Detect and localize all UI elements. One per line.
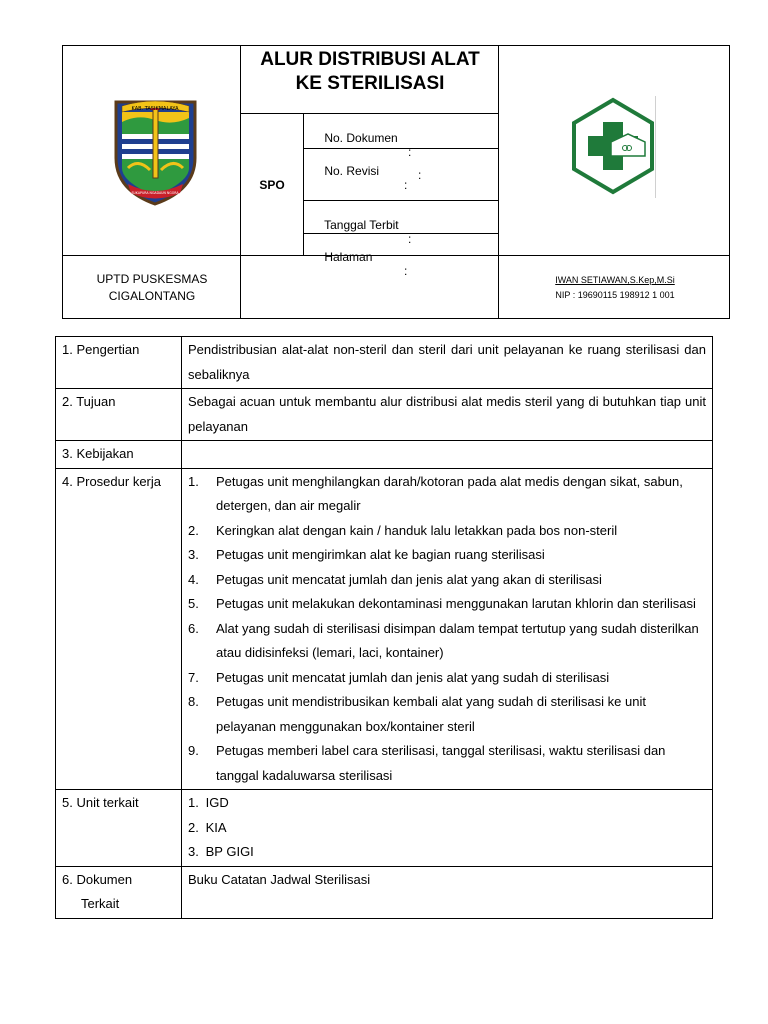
step-number: 6. — [188, 620, 199, 636]
row-label-pengertian: 1. Pengertian — [56, 337, 182, 389]
unit-text: BP GIGI — [205, 844, 254, 859]
list-item — [188, 666, 706, 691]
row-content-prosedur — [182, 468, 713, 790]
list-item — [188, 568, 706, 593]
step-text: Keringkan alat dengan kain / handuk lalu letakkan pada bos non-steril — [216, 522, 618, 538]
row-content-pengertian: Pendistribusian alat-alat non-steril dan steril dari unit pelayanan ke ruang sterilisasi dan sebaliknya — [182, 337, 713, 389]
step-number: 3. — [188, 547, 199, 562]
regency-emblem-logo — [108, 98, 203, 208]
procedure-table — [55, 336, 713, 919]
step-number: 4. — [188, 571, 199, 587]
row-label-dokumen-terkait — [56, 866, 182, 918]
field-colon: : — [404, 178, 408, 192]
signatory-nip: NIP : 19690115 198912 1 001 — [555, 290, 675, 300]
list-item — [188, 592, 706, 617]
field-colon-extra: : — [418, 168, 422, 182]
step-number: 2. — [188, 522, 199, 538]
step-text: Alat yang sudah di sterilisasi disimpan dalam tempat tertutup yang sudah disterilkan atau didisinfeksi (lemari, laci, kontainer) — [216, 620, 699, 660]
table-row — [56, 790, 713, 867]
list-item — [188, 791, 706, 816]
list-item — [188, 816, 706, 841]
unit-number: 3. — [188, 844, 199, 859]
table-row — [56, 389, 713, 441]
field-no-revisi — [311, 150, 408, 206]
signatory — [499, 256, 731, 320]
table-row — [56, 468, 713, 790]
unit-text: IGD — [205, 795, 229, 810]
row-label-kebijakan: 3. Kebijakan — [56, 441, 182, 469]
step-text: Petugas unit melakukan dekontaminasi menggunakan larutan khlorin dan sterilisasi — [216, 596, 696, 611]
list-item — [188, 543, 706, 568]
field-colon: : — [408, 145, 412, 159]
signatory-name: IWAN SETIAWAN,S.Kep,M.Si — [555, 275, 675, 285]
list-item — [188, 617, 706, 666]
field-halaman — [311, 236, 408, 292]
field-label: No. Dokumen — [324, 131, 398, 145]
row-content-kebijakan — [182, 441, 713, 469]
table-row — [56, 337, 713, 389]
document-title — [241, 46, 499, 114]
step-text: Petugas unit mencatat jumlah dan jenis alat yang akan di sterilisasi — [216, 571, 602, 587]
document-header — [62, 45, 730, 319]
step-number: 7. — [188, 669, 199, 685]
step-text: Petugas unit menghilangkan darah/kotoran pada alat medis dengan sikat, sabun, detergen, dan air megalir — [216, 473, 683, 513]
row-content-unit-terkait — [182, 790, 713, 867]
puskesmas-logo — [568, 96, 658, 198]
list-item — [188, 470, 706, 519]
title-line-1: ALUR DISTRIBUSI ALAT — [260, 49, 480, 70]
step-number: 9. — [188, 743, 199, 758]
label-line-1: 6. Dokumen — [62, 871, 133, 887]
list-item — [188, 739, 706, 788]
svg-text:KAB. TASIKMALAYA: KAB. TASIKMALAYA — [131, 106, 179, 112]
title-line-2: KE STERILISASI — [295, 73, 445, 94]
step-number: 1. — [188, 473, 199, 489]
field-label: No. Revisi — [324, 164, 380, 178]
list-item — [188, 840, 706, 865]
label-line-2: Terkait — [81, 896, 120, 911]
step-number: 5. — [188, 596, 199, 611]
unit-number: 1. — [188, 795, 199, 810]
step-text: Petugas memberi label cara sterilisasi, tanggal sterilisasi, waktu sterilisasi dan tanggal kadaluwarsa sterilisasi — [216, 743, 666, 783]
field-colon: : — [404, 264, 408, 278]
procedure-steps — [188, 470, 706, 789]
field-colon: : — [408, 232, 412, 246]
spo-label: SPO — [259, 178, 285, 192]
row-label-unit-terkait: 5. Unit terkait — [56, 790, 182, 867]
field-label: Halaman — [324, 250, 373, 264]
list-item — [188, 519, 706, 544]
row-content-dokumen-terkait: Buku Catatan Jadwal Sterilisasi — [182, 866, 713, 918]
institution-line-1: UPTD PUSKESMAS — [96, 272, 208, 286]
row-label-prosedur: 4. Prosedur kerja — [56, 468, 182, 790]
step-number: 8. — [188, 694, 199, 709]
field-label: Tanggal Terbit — [324, 218, 399, 232]
step-text: Petugas unit mendistribusikan kembali alat yang sudah di sterilisasi ke unit pelayanan menggunakan box/kontainer steril — [216, 694, 646, 734]
unit-text: KIA — [205, 819, 227, 835]
unit-list — [188, 791, 706, 865]
unit-number: 2. — [188, 819, 199, 835]
table-row — [56, 866, 713, 918]
step-text: Petugas unit mengirimkan alat ke bagian ruang sterilisasi — [216, 547, 545, 562]
row-content-tujuan: Sebagai acuan untuk membantu alur distribusi alat medis steril yang di butuhkan tiap unit pelayanan — [182, 389, 713, 441]
divider — [303, 114, 304, 256]
institution-line-2: CIGALONTANG — [108, 289, 196, 303]
svg-text:SUKAPURA NGADAUN NGORA: SUKAPURA NGADAUN NGORA — [131, 191, 179, 195]
list-item — [188, 690, 706, 739]
table-row — [56, 441, 713, 469]
row-label-tujuan: 2. Tujuan — [56, 389, 182, 441]
institution-name — [63, 256, 241, 320]
step-text: Petugas unit mencatat jumlah dan jenis alat yang sudah di sterilisasi — [216, 669, 610, 685]
